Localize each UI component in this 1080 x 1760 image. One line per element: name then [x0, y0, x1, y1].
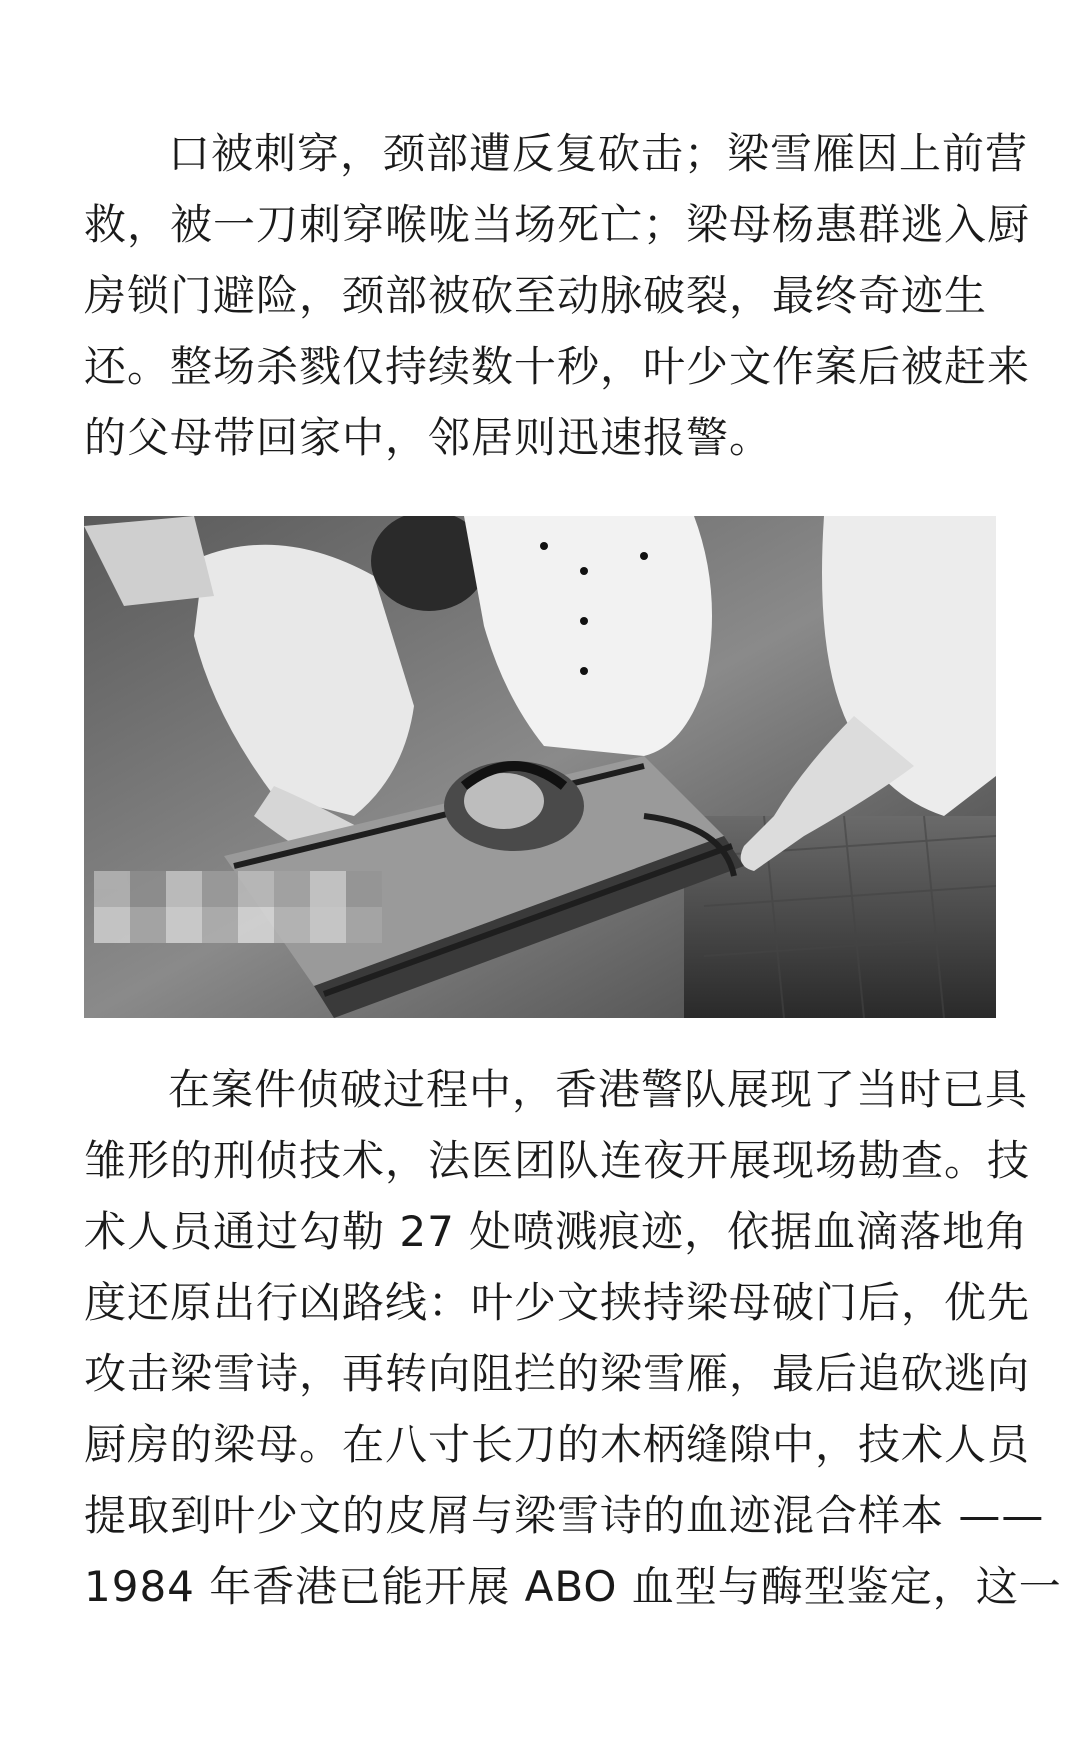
paragraph-line: 的父母带回家中，邻居则迅速报警。	[84, 413, 773, 462]
paragraph-line: 救，被一刀刺穿喉咙当场死亡；梁母杨惠群逃入厨	[84, 200, 1031, 249]
paragraph-line: 雏形的刑侦技术，法医团队连夜开展现场勘查。技	[84, 1136, 1031, 1185]
paragraph-line: 厨房的梁母。在八寸长刀的木柄缝隙中，技术人员	[84, 1420, 1031, 1469]
paragraph-line: 在案件侦破过程中，香港警队展现了当时已具	[168, 1065, 1029, 1114]
paragraph-line: 术人员通过勾勒 27 处喷溅痕迹，依据血滴落地角	[84, 1207, 1029, 1256]
paragraph-line: 房锁门避险，颈部被砍至动脉破裂，最终奇迹生	[84, 271, 988, 320]
paragraph-1	[84, 118, 1031, 473]
paragraph-line: 还。整场杀戮仅持续数十秒，叶少文作案后被赶来	[84, 342, 1031, 391]
news-photo	[84, 516, 996, 1018]
paragraph-line: 口被刺穿，颈部遭反复砍击；梁雪雁因上前营	[168, 129, 1029, 178]
photo-image	[84, 516, 996, 1018]
paragraph-line: 提取到叶少文的皮屑与梁雪诗的血迹混合样本 ——	[84, 1491, 1045, 1540]
paragraph-2	[84, 1054, 1062, 1622]
paragraph-line: 攻击梁雪诗，再转向阻拦的梁雪雁，最后追砍逃向	[84, 1349, 1031, 1398]
paragraph-line: 度还原出行凶路线：叶少文挟持梁母破门后，优先	[84, 1278, 1031, 1327]
paragraph-line: 1984 年香港已能开展 ABO 血型与酶型鉴定，这一	[84, 1562, 1062, 1611]
